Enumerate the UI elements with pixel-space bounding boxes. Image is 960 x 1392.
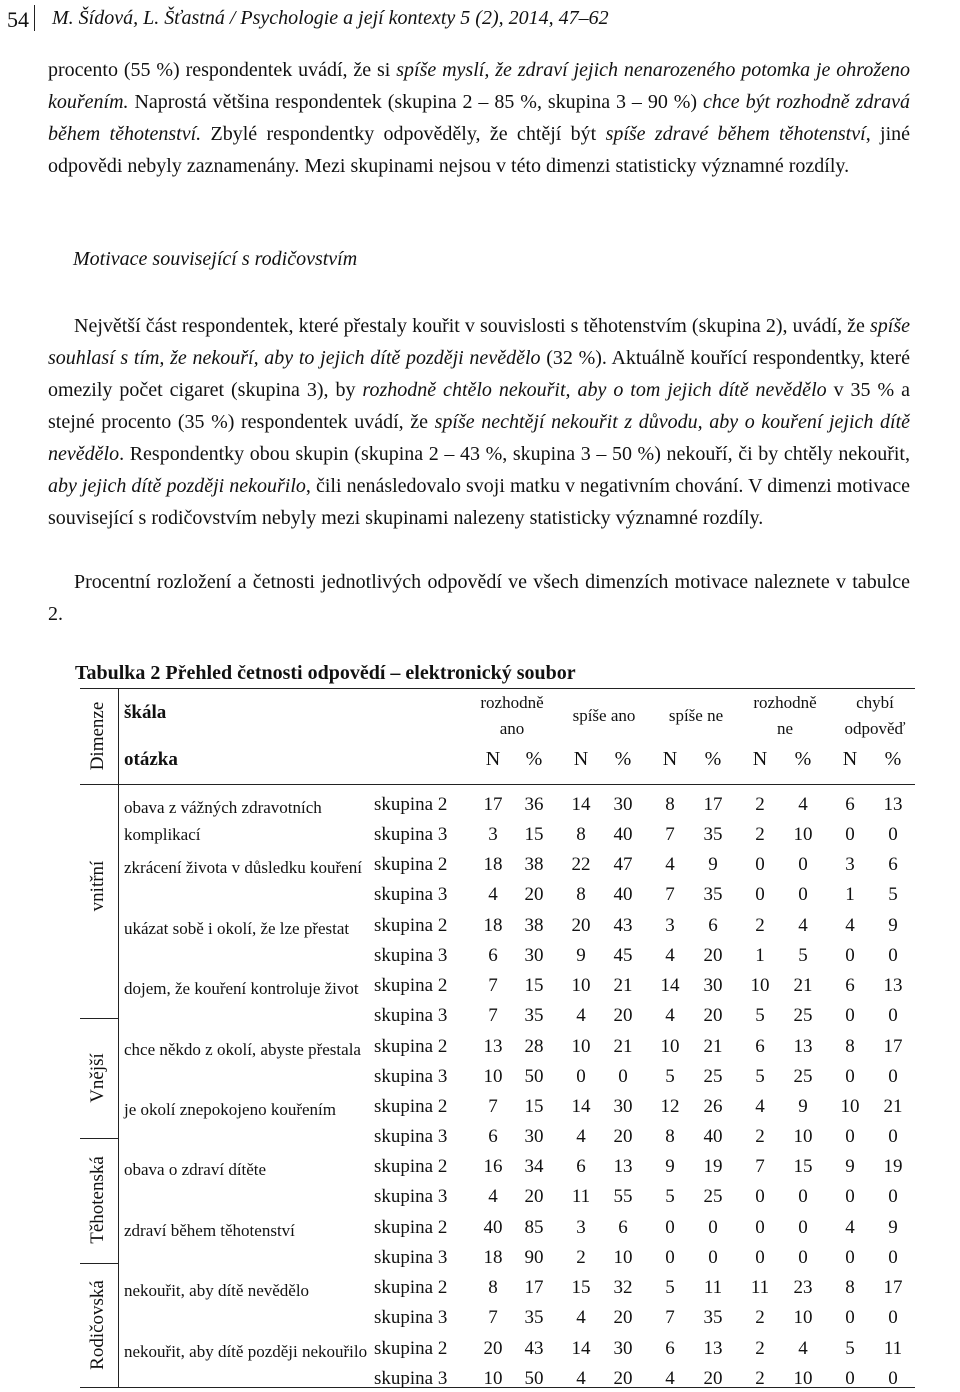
question-label: je okolí znepokojeno kouřením (124, 1100, 336, 1119)
table-cell-value: 6 (755, 1035, 765, 1057)
table-cell-value: 6 (576, 1156, 586, 1178)
table-cell-value: 13 (883, 794, 903, 815)
table-cell-value: 10 (613, 1246, 633, 1268)
table-cell-value: 0 (798, 1186, 808, 1208)
table-cell-value: 10 (793, 1307, 813, 1329)
table-cell-value: 0 (845, 944, 855, 966)
table-cell-value: 15 (793, 1156, 813, 1178)
table-cell-value: 12 (660, 1096, 680, 1117)
table-cell-value: 90 (524, 1246, 544, 1268)
table-cell-value: 14 (660, 975, 680, 997)
table-cell-value: 43 (613, 914, 633, 936)
table-cell-value: 21 (883, 1096, 903, 1117)
table-cell-value: 1 (845, 884, 855, 906)
table-cell-value: 0 (845, 1307, 855, 1329)
table-cell-value: 0 (888, 1186, 898, 1208)
table-cell-value: 0 (888, 1065, 898, 1087)
table-cell-value: 15 (524, 1096, 544, 1117)
table-cell-value: 0 (665, 1216, 675, 1238)
table-cell-value: 22 (571, 854, 591, 876)
table-cell-value: 35 (703, 1307, 723, 1329)
table-cell-value: 0 (755, 1216, 765, 1238)
table-cell-value: 10 (483, 1065, 503, 1087)
table-cell-value: 45 (613, 944, 633, 966)
table-cell-value: 4 (665, 1367, 675, 1389)
table-cell-value: 3 (488, 824, 498, 845)
table-cell-value: 3 (665, 914, 675, 936)
group-label: skupina 2 (374, 1337, 448, 1359)
table-cell-value: 20 (613, 1367, 633, 1389)
question-label: zdraví během těhotenství (124, 1220, 295, 1240)
group-label: skupina 3 (374, 1246, 448, 1268)
table-cell-value: 9 (708, 854, 718, 876)
question-label: dojem, že kouření kontroluje život (124, 979, 359, 999)
scale-header-text: spíše ne (668, 706, 724, 725)
dimenze-header: Dimenze (87, 701, 108, 771)
table-cell-value: 3 (845, 854, 855, 876)
table-cell-value: 2 (755, 1337, 765, 1359)
table-cell-value: 30 (703, 975, 723, 997)
table-cell-value: 8 (576, 884, 586, 906)
table-cell-value: 28 (524, 1035, 544, 1057)
table-cell-value: 6 (888, 854, 898, 876)
table-cell-value: 20 (483, 1337, 503, 1359)
table-cell-value: 10 (793, 1367, 813, 1389)
table-cell-value: 2 (576, 1246, 586, 1268)
table-cell-value: 50 (524, 1065, 544, 1087)
scale-header-chybi-odpoved (830, 690, 920, 742)
text-run: (32 %). Aktuálně kouřící respondentky, které omezily počet cigaret (skupina 3), by (48, 347, 910, 401)
table-cell-value: 9 (888, 914, 898, 936)
table-cell-value: 25 (703, 1065, 723, 1087)
table-cell-value: 0 (708, 1246, 718, 1268)
table-cell-value: 5 (665, 1277, 675, 1299)
table-top-rule (80, 688, 915, 689)
table-cell-value: 15 (571, 1277, 591, 1299)
dimension-label-rodicovska: Rodičovská (87, 1280, 108, 1370)
text-run: procento (55 %) respondentek uvádí, že si (48, 59, 397, 81)
table-cell-value: 5 (665, 1065, 675, 1087)
table-cell-value: 13 (613, 1156, 633, 1178)
group-label: skupina 3 (374, 824, 448, 845)
group-label: skupina 3 (374, 944, 448, 966)
page-number: 54 (7, 7, 29, 32)
paragraph-1 (48, 54, 910, 182)
table-cell-value: 0 (888, 1307, 898, 1329)
table-cell-value: 4 (665, 944, 675, 966)
table-cell-value: 4 (665, 1005, 675, 1027)
table-cell-value: 20 (703, 1005, 723, 1027)
table-cell-value: 2 (755, 914, 765, 936)
question-label: nekouřit, aby dítě nevědělo (124, 1281, 310, 1301)
italic-text: chce být rozhodně zdravá během těhotenství. (48, 91, 910, 145)
percent-column-header: % (704, 748, 722, 770)
table-cell-value: 5 (845, 1337, 855, 1359)
question-label: chce někdo z okolí, abyste přestala (124, 1039, 361, 1059)
table-cell-value: 40 (483, 1216, 503, 1238)
table-cell-value: 17 (483, 794, 503, 815)
table-cell-value: 9 (845, 1156, 855, 1178)
question-label: obava o zdraví dítěte (124, 1160, 267, 1180)
table-cell-value: 10 (483, 1367, 503, 1389)
table-cell-value: 0 (576, 1065, 586, 1087)
italic-text: spíše myslí, že zdraví jejich nenarozeného potomka je ohroženo kouřením. (48, 59, 910, 113)
table-cell-value: 4 (576, 1126, 586, 1147)
table-cell-value: 4 (798, 1337, 808, 1359)
table-cell-value: 2 (755, 1367, 765, 1389)
group-label: skupina 2 (374, 1035, 448, 1057)
table-cell-value: 21 (793, 975, 813, 997)
table-cell-value: 20 (613, 1005, 633, 1027)
table-cell-value: 3 (576, 1216, 586, 1238)
scale-header-text: spíše ano (572, 706, 636, 725)
table-cell-value: 19 (883, 1156, 903, 1178)
table-cell-value: 0 (845, 1186, 855, 1208)
table-cell-value: 0 (888, 1367, 898, 1389)
table-cell-value: 0 (845, 1065, 855, 1087)
table-cell-value: 7 (488, 975, 498, 997)
table-cell-value: 0 (888, 944, 898, 966)
group-label: skupina 3 (374, 1126, 448, 1147)
group-label: skupina 3 (374, 1307, 448, 1329)
table-cell-value: 20 (524, 1186, 544, 1208)
table-cell-value: 0 (798, 854, 808, 876)
italic-text: spíše zdravé během těhotenství (605, 123, 866, 145)
table-cell-value: 5 (798, 944, 808, 966)
table-cell-value: 0 (798, 1246, 808, 1268)
table-cell-value: 10 (571, 975, 591, 997)
dimension-label-vnejsi: Vnější (87, 1053, 108, 1103)
text-run: Naprostá většina respondentek (skupina 2 – 85 %, skupina 3 – 90 %) (128, 91, 704, 113)
table-cell-value: 6 (618, 1216, 628, 1238)
table-cell-value: 1 (755, 944, 765, 966)
table-cell-value: 9 (888, 1216, 898, 1238)
question-label: obava z vážných zdravotních komplikací (124, 798, 322, 844)
table-cell-value: 0 (845, 1246, 855, 1268)
table-cell-value: 17 (883, 1277, 903, 1299)
table-cell-value: 18 (483, 854, 503, 876)
table-cell-value: 0 (845, 824, 855, 845)
table-cell-value: 4 (576, 1005, 586, 1027)
group-label: skupina 3 (374, 1186, 448, 1208)
table-cell-value: 2 (755, 794, 765, 815)
table-cell-value: 20 (703, 1367, 723, 1389)
table-cell-value: 20 (703, 944, 723, 966)
table-cell-value: 7 (488, 1307, 498, 1329)
scale-header-text: rozhodně ne (753, 693, 817, 738)
table-cell-value: 7 (665, 1307, 675, 1329)
table-cell-value: 4 (798, 914, 808, 936)
table-cell-value: 0 (845, 1005, 855, 1027)
table-cell-value: 14 (571, 1096, 591, 1117)
paragraph-3: Procentní rozložení a četnosti jednotlivých odpovědí ve všech dimenzích motivace naleznete v tabulce 2. (48, 571, 910, 625)
table-cell-value: 6 (665, 1337, 675, 1359)
italic-text: rozhodně chtělo nekouřit, aby o tom jejich dítě nevědělo (362, 379, 827, 401)
group-label: skupina 2 (374, 1156, 448, 1178)
table-cell-value: 35 (524, 1307, 544, 1329)
table-cell-value: 0 (665, 1246, 675, 1268)
group-label: skupina 3 (374, 1065, 448, 1087)
table-cell-value: 13 (483, 1035, 503, 1057)
table-cell-value: 17 (703, 794, 723, 815)
scale-header-spise-ne (652, 703, 740, 729)
table-cell-value: 4 (798, 794, 808, 815)
table-cell-value: 25 (793, 1065, 813, 1087)
table-cell-value: 10 (571, 1035, 591, 1057)
table-cell-value: 0 (845, 1126, 855, 1147)
table-cell-value: 20 (613, 1307, 633, 1329)
table-cell-value: 35 (703, 884, 723, 906)
table-cell-value: 0 (755, 1186, 765, 1208)
table-cell-value: 8 (665, 794, 675, 815)
question-label: nekouřit, aby dítě později nekouřilo (124, 1341, 368, 1361)
table-cell-value: 7 (665, 824, 675, 845)
table-cell-value: 0 (888, 824, 898, 845)
group-label: skupina 3 (374, 884, 448, 906)
table-cell-value: 35 (703, 824, 723, 845)
table-cell-value: 4 (576, 1367, 586, 1389)
table-cell-value: 0 (798, 1216, 808, 1238)
table-cell-value: 11 (883, 1337, 903, 1359)
group-label: skupina 2 (374, 914, 448, 936)
table-cell-value: 7 (488, 1005, 498, 1027)
frequency-table (80, 688, 915, 1388)
table-cell-value: 26 (703, 1096, 723, 1117)
table-cell-value: 0 (888, 1246, 898, 1268)
table-cell-value: 8 (576, 824, 586, 845)
table-cell-value: 8 (488, 1277, 498, 1299)
table-cell-value: 5 (755, 1065, 765, 1087)
header-divider (34, 5, 35, 31)
table-cell-value: 6 (708, 914, 718, 936)
table-cell-value: 18 (483, 914, 503, 936)
table-cell-value: 0 (755, 884, 765, 906)
dimension-label-tehotenska: Těhotenská (87, 1156, 108, 1244)
table-cell-value: 8 (845, 1277, 855, 1299)
table-cell-value: 10 (840, 1096, 860, 1117)
table-cell-value: 21 (613, 1035, 633, 1057)
dimension-separator (80, 1018, 118, 1019)
question-label: ukázat sobě i okolí, že lze přestat (124, 918, 350, 938)
group-label: skupina 2 (374, 975, 448, 997)
dimension-separator (80, 1263, 118, 1264)
paragraph-2 (48, 310, 910, 534)
table-cell-value: 6 (845, 975, 855, 997)
table-cell-value: 11 (703, 1277, 723, 1299)
table-cell-value: 50 (524, 1367, 544, 1389)
table-cell-value: 17 (883, 1035, 903, 1057)
table-cell-value: 30 (524, 944, 544, 966)
dimension-separator (80, 1138, 118, 1139)
scale-header-text: chybí odpověď (844, 693, 906, 738)
table-cell-value: 6 (488, 944, 498, 966)
text-run: , jiné odpovědi nebyly zaznamenány. Mezi skupinami nejsou v této dimenzi statisticky významné rozdíly. (48, 123, 910, 177)
table-cell-value: 10 (793, 824, 813, 845)
table-cell-value: 13 (703, 1337, 723, 1359)
table-cell-value: 2 (755, 824, 765, 845)
table-cell-value: 10 (660, 1035, 680, 1057)
table-cell-value: 5 (755, 1005, 765, 1027)
table-cell-value: 17 (524, 1277, 544, 1299)
group-label: skupina 2 (374, 1216, 448, 1238)
n-column-header: N (485, 748, 501, 770)
table-cell-value: 0 (888, 1005, 898, 1027)
text-run: v 35 % a stejné procento (35 %) respondentek uvádí, že (48, 379, 910, 433)
text-run: . Respondentky obou skupin (skupina 2 – 43 %, skupina 3 – 50 %) nekouří, či by chtěly nekouřit, (119, 443, 910, 465)
table-cell-value: 4 (488, 1186, 498, 1208)
table-cell-value: 10 (793, 1126, 813, 1147)
running-header (0, 0, 960, 40)
table-cell-value: 85 (524, 1216, 544, 1238)
table-cell-value: 4 (576, 1307, 586, 1329)
group-label: skupina 3 (374, 1005, 448, 1027)
table-cell-value: 11 (750, 1277, 770, 1299)
table-cell-value: 2 (755, 1126, 765, 1147)
text-run: Zbylé respondentky odpověděly, že chtějí být (201, 123, 606, 145)
question-label: zkrácení života v důsledku kouření (124, 858, 362, 878)
table-cell-value: 9 (576, 944, 586, 966)
n-column-header: N (842, 748, 858, 770)
group-label: skupina 3 (374, 1367, 448, 1389)
table-cell-value: 4 (488, 884, 498, 906)
italic-text: spíše souhlasí s tím, že nekouří, aby to jejich dítě později nevědělo (48, 315, 910, 369)
table-cell-value: 6 (845, 794, 855, 815)
table-cell-value: 15 (524, 824, 544, 845)
italic-text: spíše nechtějí nekouřit z důvodu, aby o kouření jejich dítě nevědělo (48, 411, 911, 465)
scale-header-rozhodne-ne (740, 690, 830, 742)
table-cell-value: 30 (613, 794, 633, 815)
table-cell-value: 0 (888, 1126, 898, 1147)
table-cell-value: 20 (571, 914, 591, 936)
table-cell-value: 20 (524, 884, 544, 906)
table-cell-value: 4 (845, 914, 855, 936)
table-cell-value: 35 (524, 1005, 544, 1027)
percent-column-header: % (794, 748, 812, 770)
scale-header-text: rozhodně ano (480, 693, 544, 738)
table-cell-value: 13 (793, 1035, 813, 1057)
table-cell-value: 30 (613, 1337, 633, 1359)
table-cell-value: 19 (703, 1156, 723, 1178)
group-label: skupina 2 (374, 794, 448, 815)
running-head: M. Šídová, L. Šťastná / Psychologie a její kontexty 5 (2), 2014, 47–62 (52, 7, 609, 29)
table-cell-value: 14 (571, 794, 591, 815)
table-cell-value: 0 (755, 854, 765, 876)
table-cell-value: 13 (883, 975, 903, 997)
table-cell-value: 43 (524, 1337, 544, 1359)
table-cell-value: 4 (845, 1216, 855, 1238)
table-cell-value: 0 (618, 1065, 628, 1087)
text-run: Největší část respondentek, které přestaly kouřit v souvislosti s těhotenstvím (skupina 2), uvádí, že (74, 315, 870, 337)
n-column-header: N (573, 748, 589, 770)
table-cell-value: 25 (793, 1005, 813, 1027)
table-cell-value: 8 (665, 1126, 675, 1147)
group-label: skupina 2 (374, 1096, 448, 1117)
table-cell-value: 55 (613, 1186, 633, 1208)
table-cell-value: 7 (488, 1096, 498, 1117)
group-label: skupina 2 (374, 854, 448, 876)
table-cell-value: 6 (488, 1126, 498, 1147)
skala-label: škála (124, 702, 167, 723)
group-label: skupina 2 (374, 1277, 448, 1299)
n-column-header: N (752, 748, 768, 770)
table-cell-value: 40 (703, 1126, 723, 1147)
scale-header-rozhodne-ano (468, 690, 556, 742)
table-cell-value: 32 (613, 1277, 633, 1299)
table-cell-value: 4 (755, 1096, 765, 1117)
table-cell-value: 21 (703, 1035, 723, 1057)
table-cell-value: 23 (793, 1277, 813, 1299)
n-column-header: N (662, 748, 678, 770)
table-cell-value: 40 (613, 824, 633, 845)
table-cell-value: 36 (524, 794, 544, 815)
table-cell-value: 15 (524, 975, 544, 997)
italic-text: aby jejich dítě později nekouřilo (48, 475, 306, 497)
table-cell-value: 9 (665, 1156, 675, 1178)
percent-column-header: % (525, 748, 543, 770)
table-cell-value: 8 (845, 1035, 855, 1057)
text-run: , čili nenásledovalo svoji matku v negativním chování. V dimenzi motivace související s rodičovstvím nebyly mezi skupinami nalezeny statisticky významné rozdíly. (48, 475, 910, 529)
dimension-label-vnitrni: vnitřní (87, 860, 108, 912)
table-cell-value: 7 (665, 884, 675, 906)
table-cell-value: 30 (613, 1096, 633, 1117)
table-cell-value: 2 (755, 1307, 765, 1329)
table-cell-value: 0 (708, 1216, 718, 1238)
table-cell-value: 7 (755, 1156, 765, 1178)
table-cell-value: 18 (483, 1246, 503, 1268)
scale-header-spise-ano (556, 703, 652, 729)
table-cell-value: 0 (845, 1367, 855, 1389)
table-cell-value: 38 (524, 854, 544, 876)
table-cell-value: 0 (798, 884, 808, 906)
table-cell-value: 4 (665, 854, 675, 876)
table-cell-value: 21 (613, 975, 633, 997)
table-dimension-rule (118, 688, 119, 1388)
table-caption: Tabulka 2 Přehled četnosti odpovědí – elektronický soubor (75, 662, 576, 684)
table-cell-value: 10 (750, 975, 770, 997)
table-cell-value: 5 (888, 884, 898, 906)
percent-column-header: % (614, 748, 632, 770)
table-cell-value: 14 (571, 1337, 591, 1359)
otazka-label: otázka (124, 749, 178, 770)
percent-column-header: % (884, 748, 902, 770)
section-subheading: Motivace související s rodičovstvím (73, 248, 358, 270)
table-cell-value: 11 (571, 1186, 591, 1208)
table-cell-value: 16 (483, 1156, 503, 1178)
table-cell-value: 47 (613, 854, 633, 876)
table-cell-value: 25 (703, 1186, 723, 1208)
table-cell-value: 38 (524, 914, 544, 936)
table-header-rule (80, 784, 915, 785)
table-cell-value: 9 (798, 1096, 808, 1117)
table-cell-value: 20 (613, 1126, 633, 1147)
table-cell-value: 34 (524, 1156, 544, 1178)
table-cell-value: 30 (524, 1126, 544, 1147)
table-cell-value: 5 (665, 1186, 675, 1208)
table-cell-value: 40 (613, 884, 633, 906)
table-cell-value: 0 (755, 1246, 765, 1268)
